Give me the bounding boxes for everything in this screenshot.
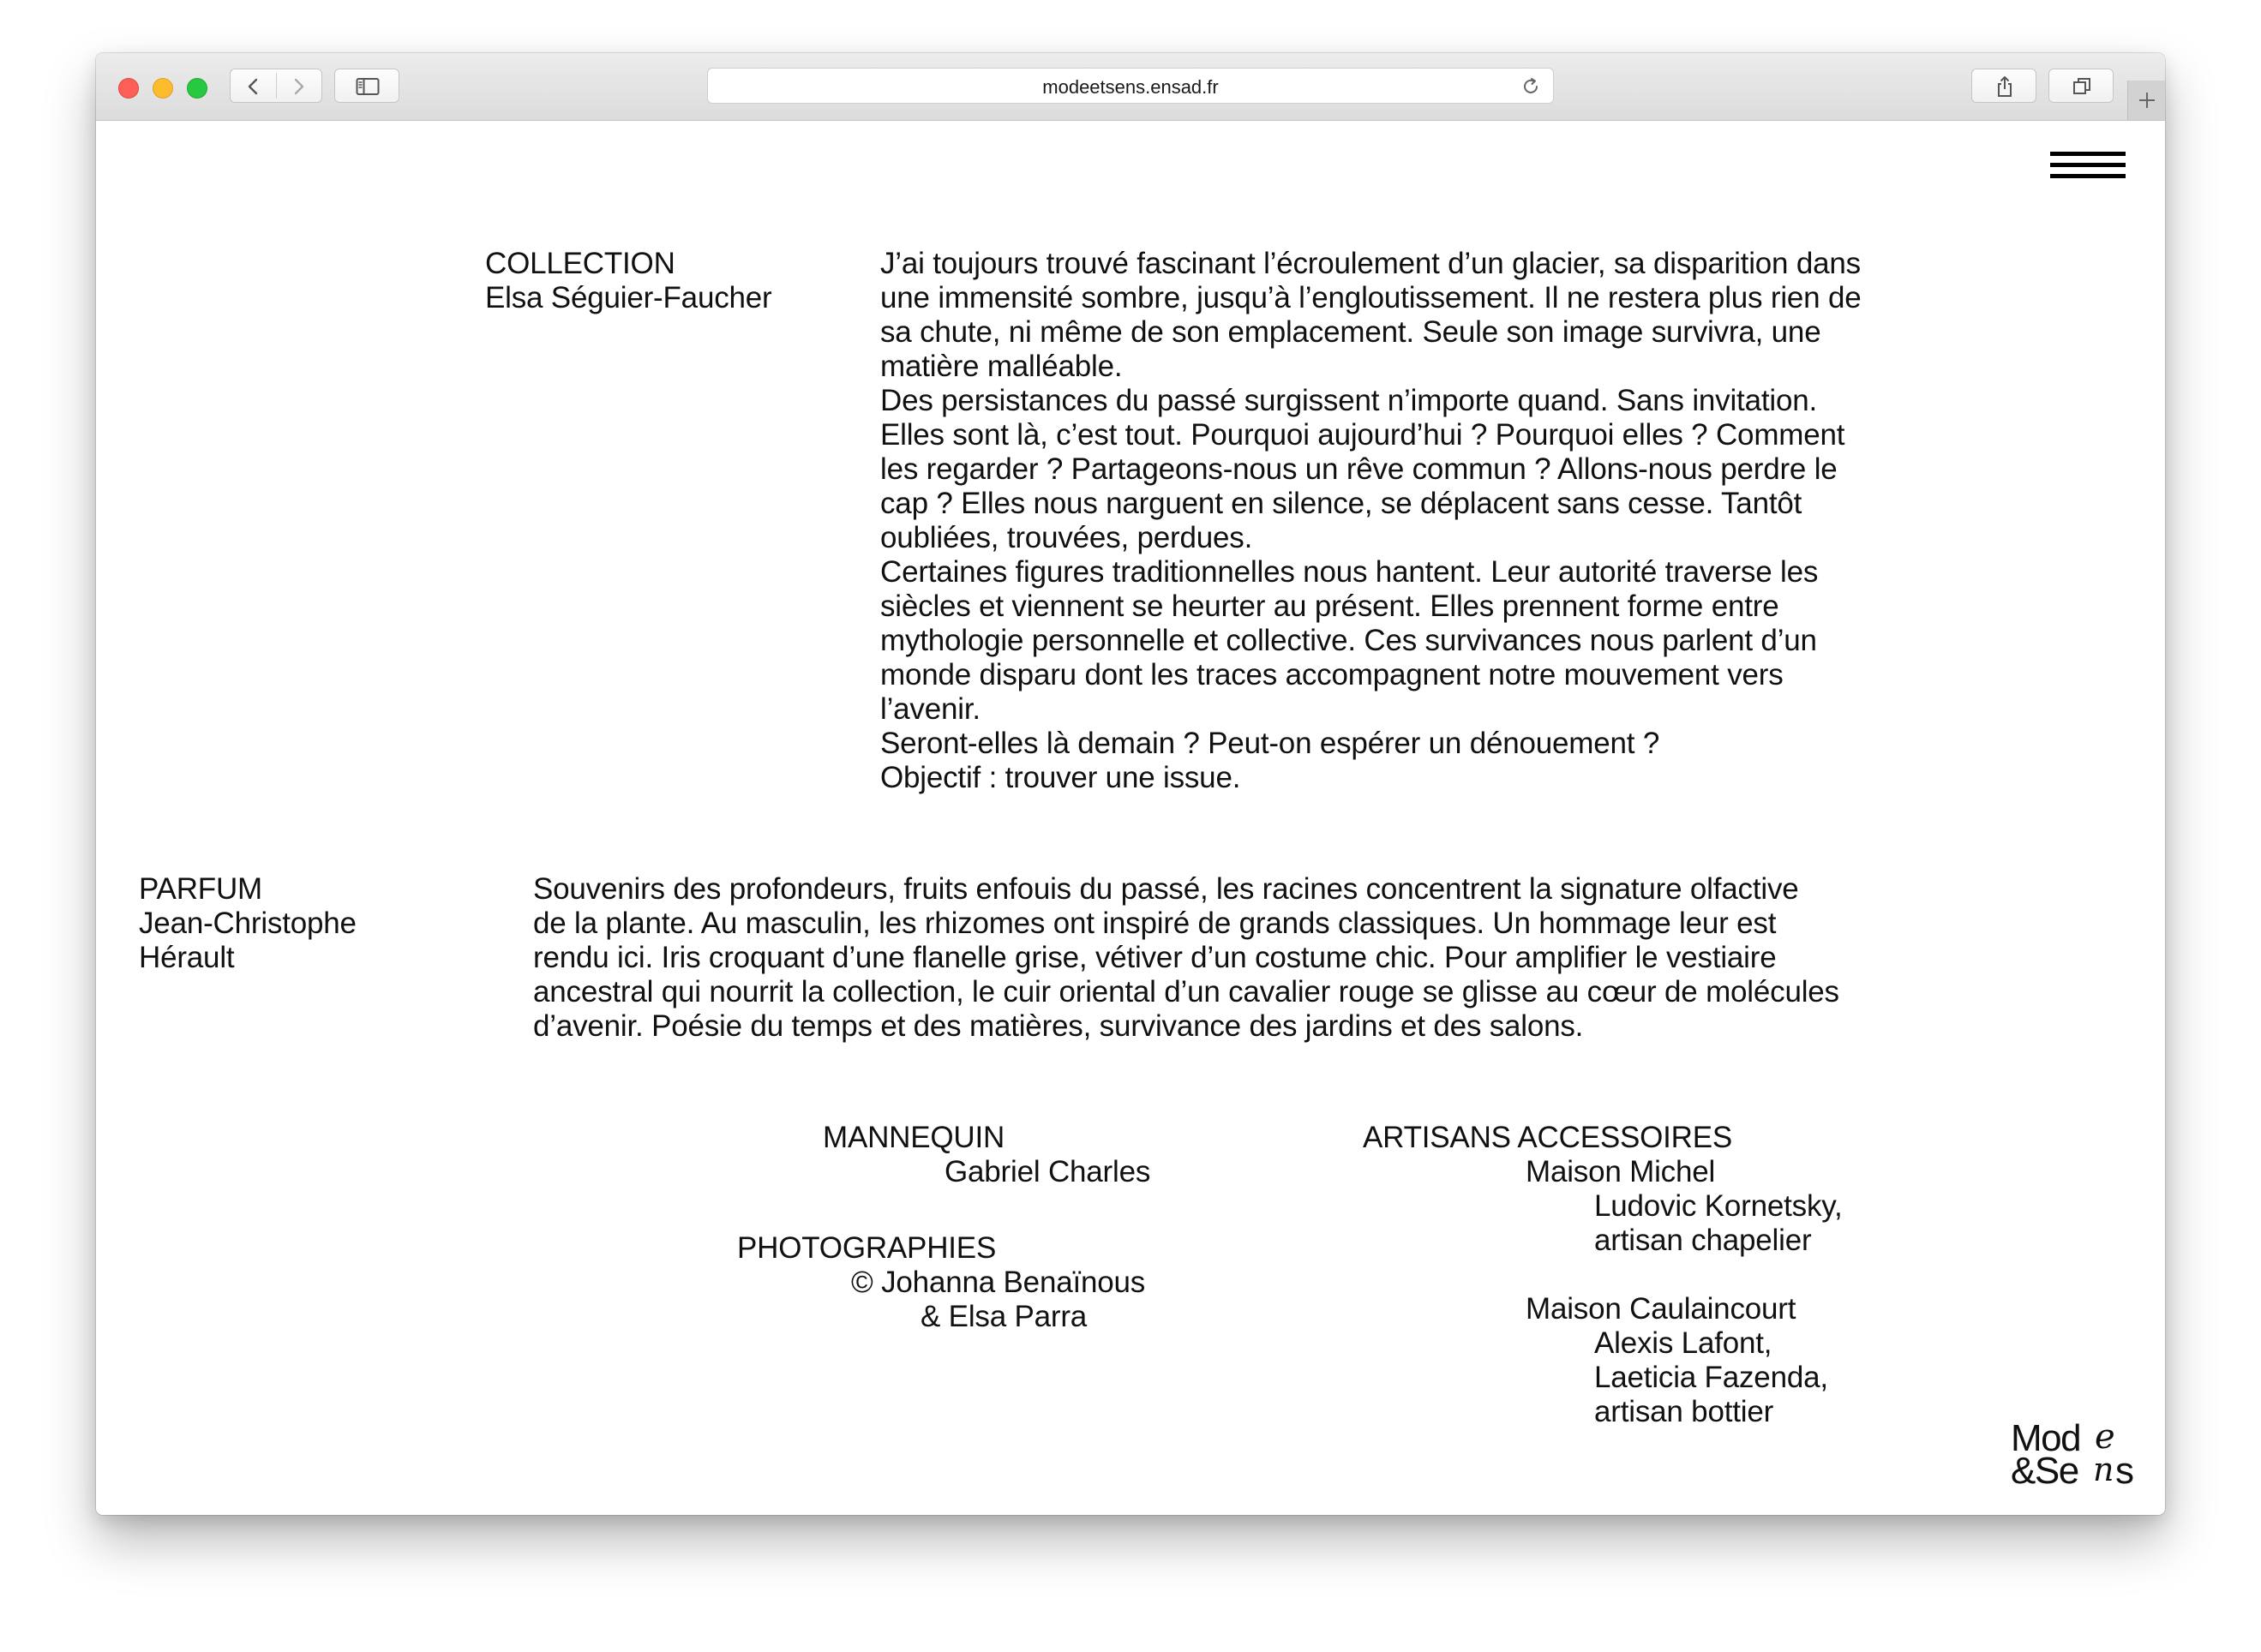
navigation-buttons — [230, 69, 322, 103]
browser-toolbar — [96, 53, 2165, 121]
address-url: modeetsens.ensad.fr — [1042, 76, 1219, 98]
plus-icon — [2138, 91, 2156, 110]
tabs-overview-icon — [2072, 75, 2092, 98]
collection-text — [880, 247, 1994, 795]
parfum-line: Souvenirs des profondeurs, fruits enfouis du passé, les racines concentrent la signature olfactive — [533, 872, 1799, 906]
maison-michel-line-1: Ludovic Kornetsky, — [1594, 1189, 1843, 1223]
parfum-line: rendu ici. Iris croquant d’une flanelle grise, vétiver d’un costume chic. Pour amplifier le vestiaire — [533, 941, 1777, 974]
logo-end-s: s — [2115, 1450, 2134, 1492]
share-button[interactable] — [1971, 69, 2036, 103]
parfum-perfumer-first: Jean-Christophe — [139, 907, 357, 940]
photographer-line-1: © Johanna Benaïnous — [851, 1266, 1146, 1299]
page-content — [96, 121, 2165, 1515]
parfum-heading-block — [139, 872, 357, 975]
collection-line: J’ai toujours trouvé fascinant l’écroulement d’un glacier, sa disparition dans — [880, 247, 1861, 280]
logo-line-2: &Se — [2011, 1450, 2078, 1492]
artisans-label: ARTISANS ACCESSOIRES — [1363, 1121, 1733, 1154]
show-tabs-button[interactable] — [2048, 69, 2114, 103]
collection-line: mythologie personnelle et collective. Ces survivances nous parlent d’un — [880, 624, 1817, 657]
parfum-perfumer-last: Hérault — [139, 941, 235, 974]
collection-line: les regarder ? Partageons-nous un rêve commun ? Allons-nous perdre le — [880, 452, 1838, 486]
new-tab-button[interactable] — [2127, 81, 2165, 120]
maison-caulaincourt-name: Maison Caulaincourt — [1526, 1292, 1796, 1326]
collection-line: matière malléable. — [880, 350, 1123, 383]
browser-window — [96, 53, 2165, 1515]
sidebar-icon — [356, 77, 380, 96]
collection-heading: COLLECTION — [485, 247, 675, 280]
mannequin-label: MANNEQUIN — [823, 1121, 1005, 1154]
maison-michel-name: Maison Michel — [1526, 1155, 1716, 1188]
fullscreen-window-button[interactable] — [187, 78, 207, 99]
collection-line: Des persistances du passé surgissent n’importe quand. Sans invitation. — [880, 384, 1817, 417]
parfum-line: de la plante. Au masculin, les rhizomes ont inspiré de grands classiques. Un hommage leur est — [533, 907, 1777, 940]
logo-line-1: Mod — [2011, 1417, 2081, 1459]
maison-caulaincourt-line-1: Alexis Lafont, — [1594, 1326, 1772, 1360]
collection-heading-block — [485, 247, 772, 315]
collection-line: Objectif : trouver une issue. — [880, 761, 1241, 794]
mannequin-name: Gabriel Charles — [945, 1155, 1151, 1188]
maison-michel-line-2: artisan chapelier — [1594, 1224, 1812, 1257]
menu-hamburger-icon[interactable] — [2050, 152, 2126, 189]
minimize-window-button[interactable] — [153, 78, 173, 99]
collection-line: Certaines figures traditionnelles nous hantent. Leur autorité traverse les — [880, 555, 1819, 589]
parfum-text — [533, 872, 2033, 1044]
maison-caulaincourt-line-3: artisan bottier — [1594, 1395, 1774, 1428]
forward-chevron-icon[interactable] — [291, 77, 306, 96]
collection-line: Seront-elles là demain ? Peut-on espérer un dénouement ? — [880, 727, 1660, 760]
collection-line: oubliées, trouvées, perdues. — [880, 521, 1253, 554]
reload-icon[interactable] — [1520, 76, 1541, 97]
logo-script-e: e — [2095, 1417, 2115, 1457]
photographer-line-2: & Elsa Parra — [921, 1300, 1088, 1333]
address-bar[interactable] — [707, 68, 1554, 104]
maison-caulaincourt-line-2: Laeticia Fazenda, — [1594, 1361, 1828, 1394]
logo-script-n: n — [2093, 1451, 2114, 1488]
parfum-line: ancestral qui nourrit la collection, le cuir oriental d’un cavalier rouge se glisse au cœur de molécules — [533, 975, 1839, 1009]
collection-line: siècles et viennent se heurter au présent. Elles prennent forme entre — [880, 590, 1779, 623]
parfum-line: d’avenir. Poésie du temps et des matières, survivance des jardins et des salons. — [533, 1009, 1584, 1043]
collection-line: sa chute, ni même de son emplacement. Seule son image survivra, une — [880, 315, 1821, 349]
share-icon — [1994, 75, 2015, 98]
collection-line: cap ? Elles nous narguent en silence, se déplacent sans cesse. Tantôt — [880, 487, 1802, 520]
sidebar-button[interactable] — [334, 69, 399, 103]
collection-line: une immensité sombre, jusqu’à l’engloutissement. Il ne restera plus rien de — [880, 281, 1862, 314]
parfum-heading: PARFUM — [139, 872, 262, 906]
collection-designer: Elsa Séguier-Faucher — [485, 281, 772, 314]
back-chevron-icon[interactable] — [246, 77, 261, 96]
close-window-button[interactable] — [118, 78, 139, 99]
collection-line: monde disparu dont les traces accompagnent notre mouvement vers — [880, 658, 1784, 691]
mode-et-sens-logo[interactable] — [2011, 1417, 2139, 1492]
photographies-label: PHOTOGRAPHIES — [737, 1231, 997, 1265]
collection-line: Elles sont là, c’est tout. Pourquoi aujourd’hui ? Pourquoi elles ? Comment — [880, 418, 1845, 452]
collection-line: l’avenir. — [880, 692, 981, 726]
